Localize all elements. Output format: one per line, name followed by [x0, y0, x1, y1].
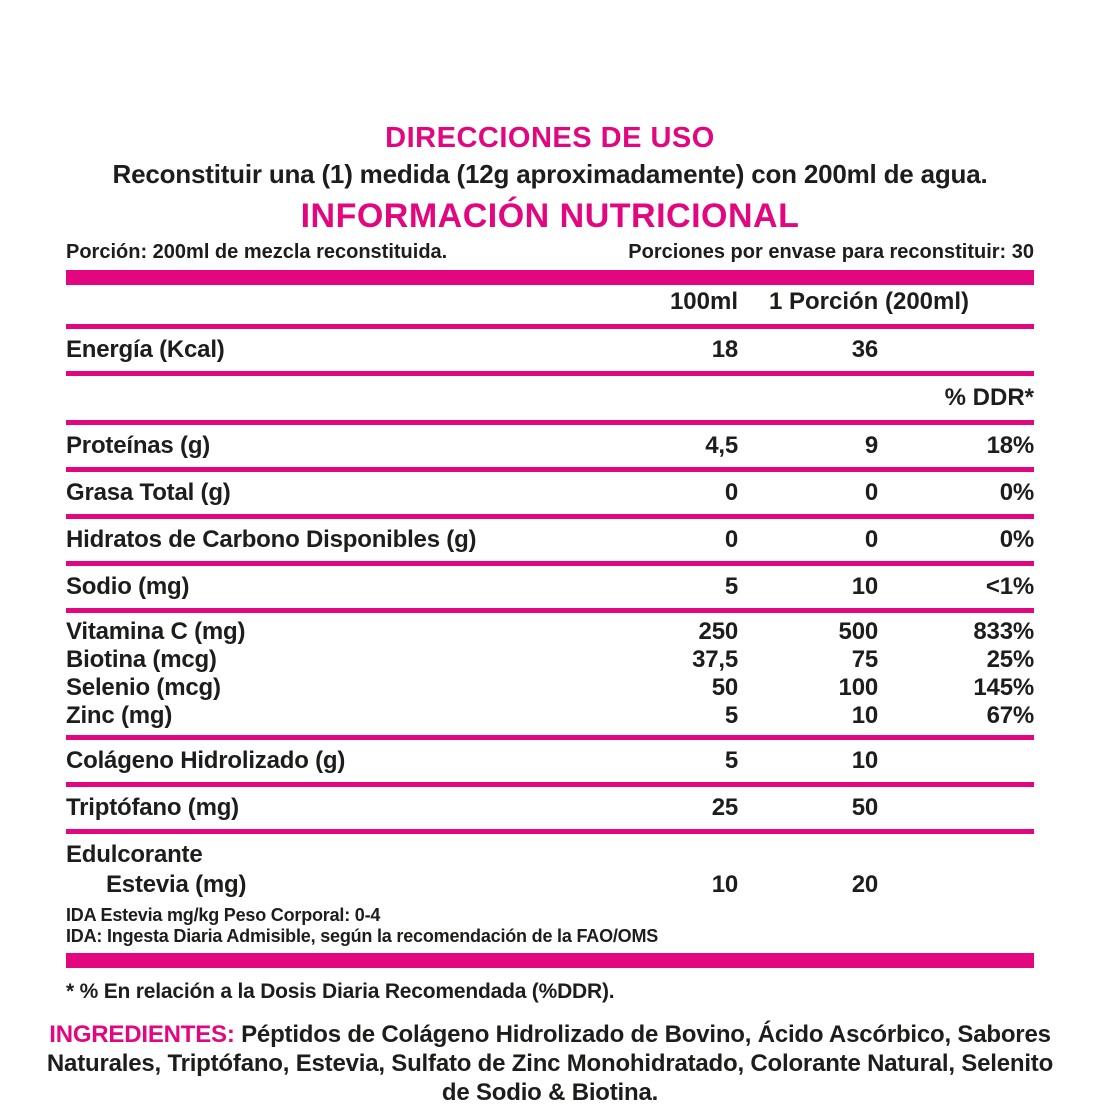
row-value-100ml: 0	[724, 526, 738, 553]
row-value-porcion: 36	[851, 336, 878, 363]
table-row-sodio	[66, 571, 1034, 603]
directions-text: Reconstituir una (1) medida (12g aproximadamente) con 200ml de agua.	[112, 159, 988, 189]
header-ddr: % DDR*	[944, 384, 1034, 411]
row-label: Energía (Kcal)	[66, 336, 225, 363]
row-value-ddr: 833%	[973, 618, 1034, 645]
table-row-grasa-total	[66, 477, 1034, 509]
separator	[66, 420, 1034, 425]
serving-info-row	[66, 240, 1034, 264]
row-label: Biotina (mcg)	[66, 646, 217, 673]
table-row-energia	[66, 334, 1034, 366]
row-value-ddr: 0%	[999, 479, 1034, 506]
row-label-line2: Estevia (mg)	[106, 871, 247, 898]
row-value-porcion: 20	[851, 871, 878, 898]
servings-per-container-text: Porciones por envase para reconstituir: 30	[628, 241, 1034, 263]
row-value-100ml: 50	[711, 674, 738, 701]
separator	[66, 829, 1034, 834]
separator	[66, 735, 1034, 740]
header-1-porcion: 1 Porción (200ml)	[768, 288, 970, 315]
row-value-100ml: 5	[724, 747, 738, 774]
nutrition-table	[66, 240, 1034, 1004]
row-value-porcion: 10	[851, 702, 878, 729]
separator	[66, 514, 1034, 519]
row-label	[66, 840, 618, 900]
row-label: Selenio (mcg)	[66, 674, 221, 701]
row-label: Colágeno Hidrolizado (g)	[66, 747, 346, 774]
row-value-ddr: 145%	[973, 674, 1034, 701]
separator	[66, 608, 1034, 613]
row-value-porcion: 0	[864, 526, 878, 553]
table-top-bar	[66, 270, 1034, 285]
row-value-ddr: <1%	[985, 573, 1034, 600]
ingredients-label: INGREDIENTES:	[49, 1021, 235, 1048]
row-value-ddr: 67%	[986, 702, 1034, 729]
table-row-proteinas	[66, 430, 1034, 462]
row-label: Sodio (mg)	[66, 573, 190, 600]
nutrition-title: INFORMACIÓN NUTRICIONAL	[300, 197, 800, 235]
ida-estevia-note: IDA Estevia mg/kg Peso Corporal: 0-4	[66, 905, 381, 925]
ddr-footnote: * % En relación a la Dosis Diaria Recomendada (%DDR).	[66, 980, 615, 1003]
table-row-vitamina-c	[66, 618, 1034, 646]
ingredients-text: Péptidos de Colágeno Hidrolizado de Bovino, Ácido Ascórbico, Sabores Naturales, Triptófano, Estevia, Sulfato de Zinc Monohidratado, Colorante Natural, Selenito de Sodio & Biotina.	[46, 1021, 1054, 1106]
separator	[66, 467, 1034, 472]
separator	[66, 782, 1034, 787]
table-row-colageno	[66, 745, 1034, 777]
vitamins-minerals-group	[66, 618, 1034, 730]
header-100ml: 100ml	[669, 288, 738, 315]
row-value-100ml: 250	[698, 618, 738, 645]
row-value-porcion: 0	[864, 479, 878, 506]
row-label: Vitamina C (mg)	[66, 618, 246, 645]
row-value-porcion: 9	[864, 432, 878, 459]
ingredients-paragraph	[45, 1020, 1055, 1107]
separator	[66, 561, 1034, 566]
row-value-100ml: 37,5	[692, 646, 738, 673]
table-row-edulcorante	[66, 839, 1034, 901]
table-bottom-bar	[66, 953, 1034, 968]
directions-title: DIRECCIONES DE USO	[385, 122, 715, 154]
row-value-ddr: 25%	[986, 646, 1034, 673]
row-label: Zinc (mg)	[66, 702, 173, 729]
row-value-porcion: 10	[851, 747, 878, 774]
row-value-100ml: 25	[711, 794, 738, 821]
row-value-100ml: 10	[711, 871, 738, 898]
table-row-biotina	[66, 646, 1034, 674]
table-row-selenio	[66, 674, 1034, 702]
row-value-100ml: 5	[724, 702, 738, 729]
row-value-100ml: 0	[724, 479, 738, 506]
row-value-ddr: 18%	[986, 432, 1034, 459]
row-value-porcion: 500	[838, 618, 878, 645]
separator	[66, 324, 1034, 329]
row-value-porcion: 10	[851, 573, 878, 600]
table-row-hidratos	[66, 524, 1034, 556]
row-value-ddr: 0%	[999, 526, 1034, 553]
table-row-zinc	[66, 702, 1034, 730]
serving-size-text: Porción: 200ml de mezcla reconstituida.	[66, 241, 448, 263]
row-value-100ml: 5	[724, 573, 738, 600]
row-value-porcion: 75	[851, 646, 878, 673]
table-column-headers	[66, 285, 1034, 319]
row-label: Triptófano (mg)	[66, 794, 239, 821]
table-row-triptofano	[66, 792, 1034, 824]
row-value-100ml: 4,5	[705, 432, 738, 459]
row-value-porcion: 100	[838, 674, 878, 701]
ida-definition-note: IDA: Ingesta Diaria Admisible, según la recomendación de la FAO/OMS	[66, 926, 659, 946]
row-value-porcion: 50	[851, 794, 878, 821]
row-label: Hidratos de Carbono Disponibles (g)	[66, 526, 477, 553]
row-label: Grasa Total (g)	[66, 479, 231, 506]
separator	[66, 371, 1034, 376]
row-label: Proteínas (g)	[66, 432, 211, 459]
row-value-100ml: 18	[711, 336, 738, 363]
row-label-line1: Edulcorante	[66, 841, 203, 868]
